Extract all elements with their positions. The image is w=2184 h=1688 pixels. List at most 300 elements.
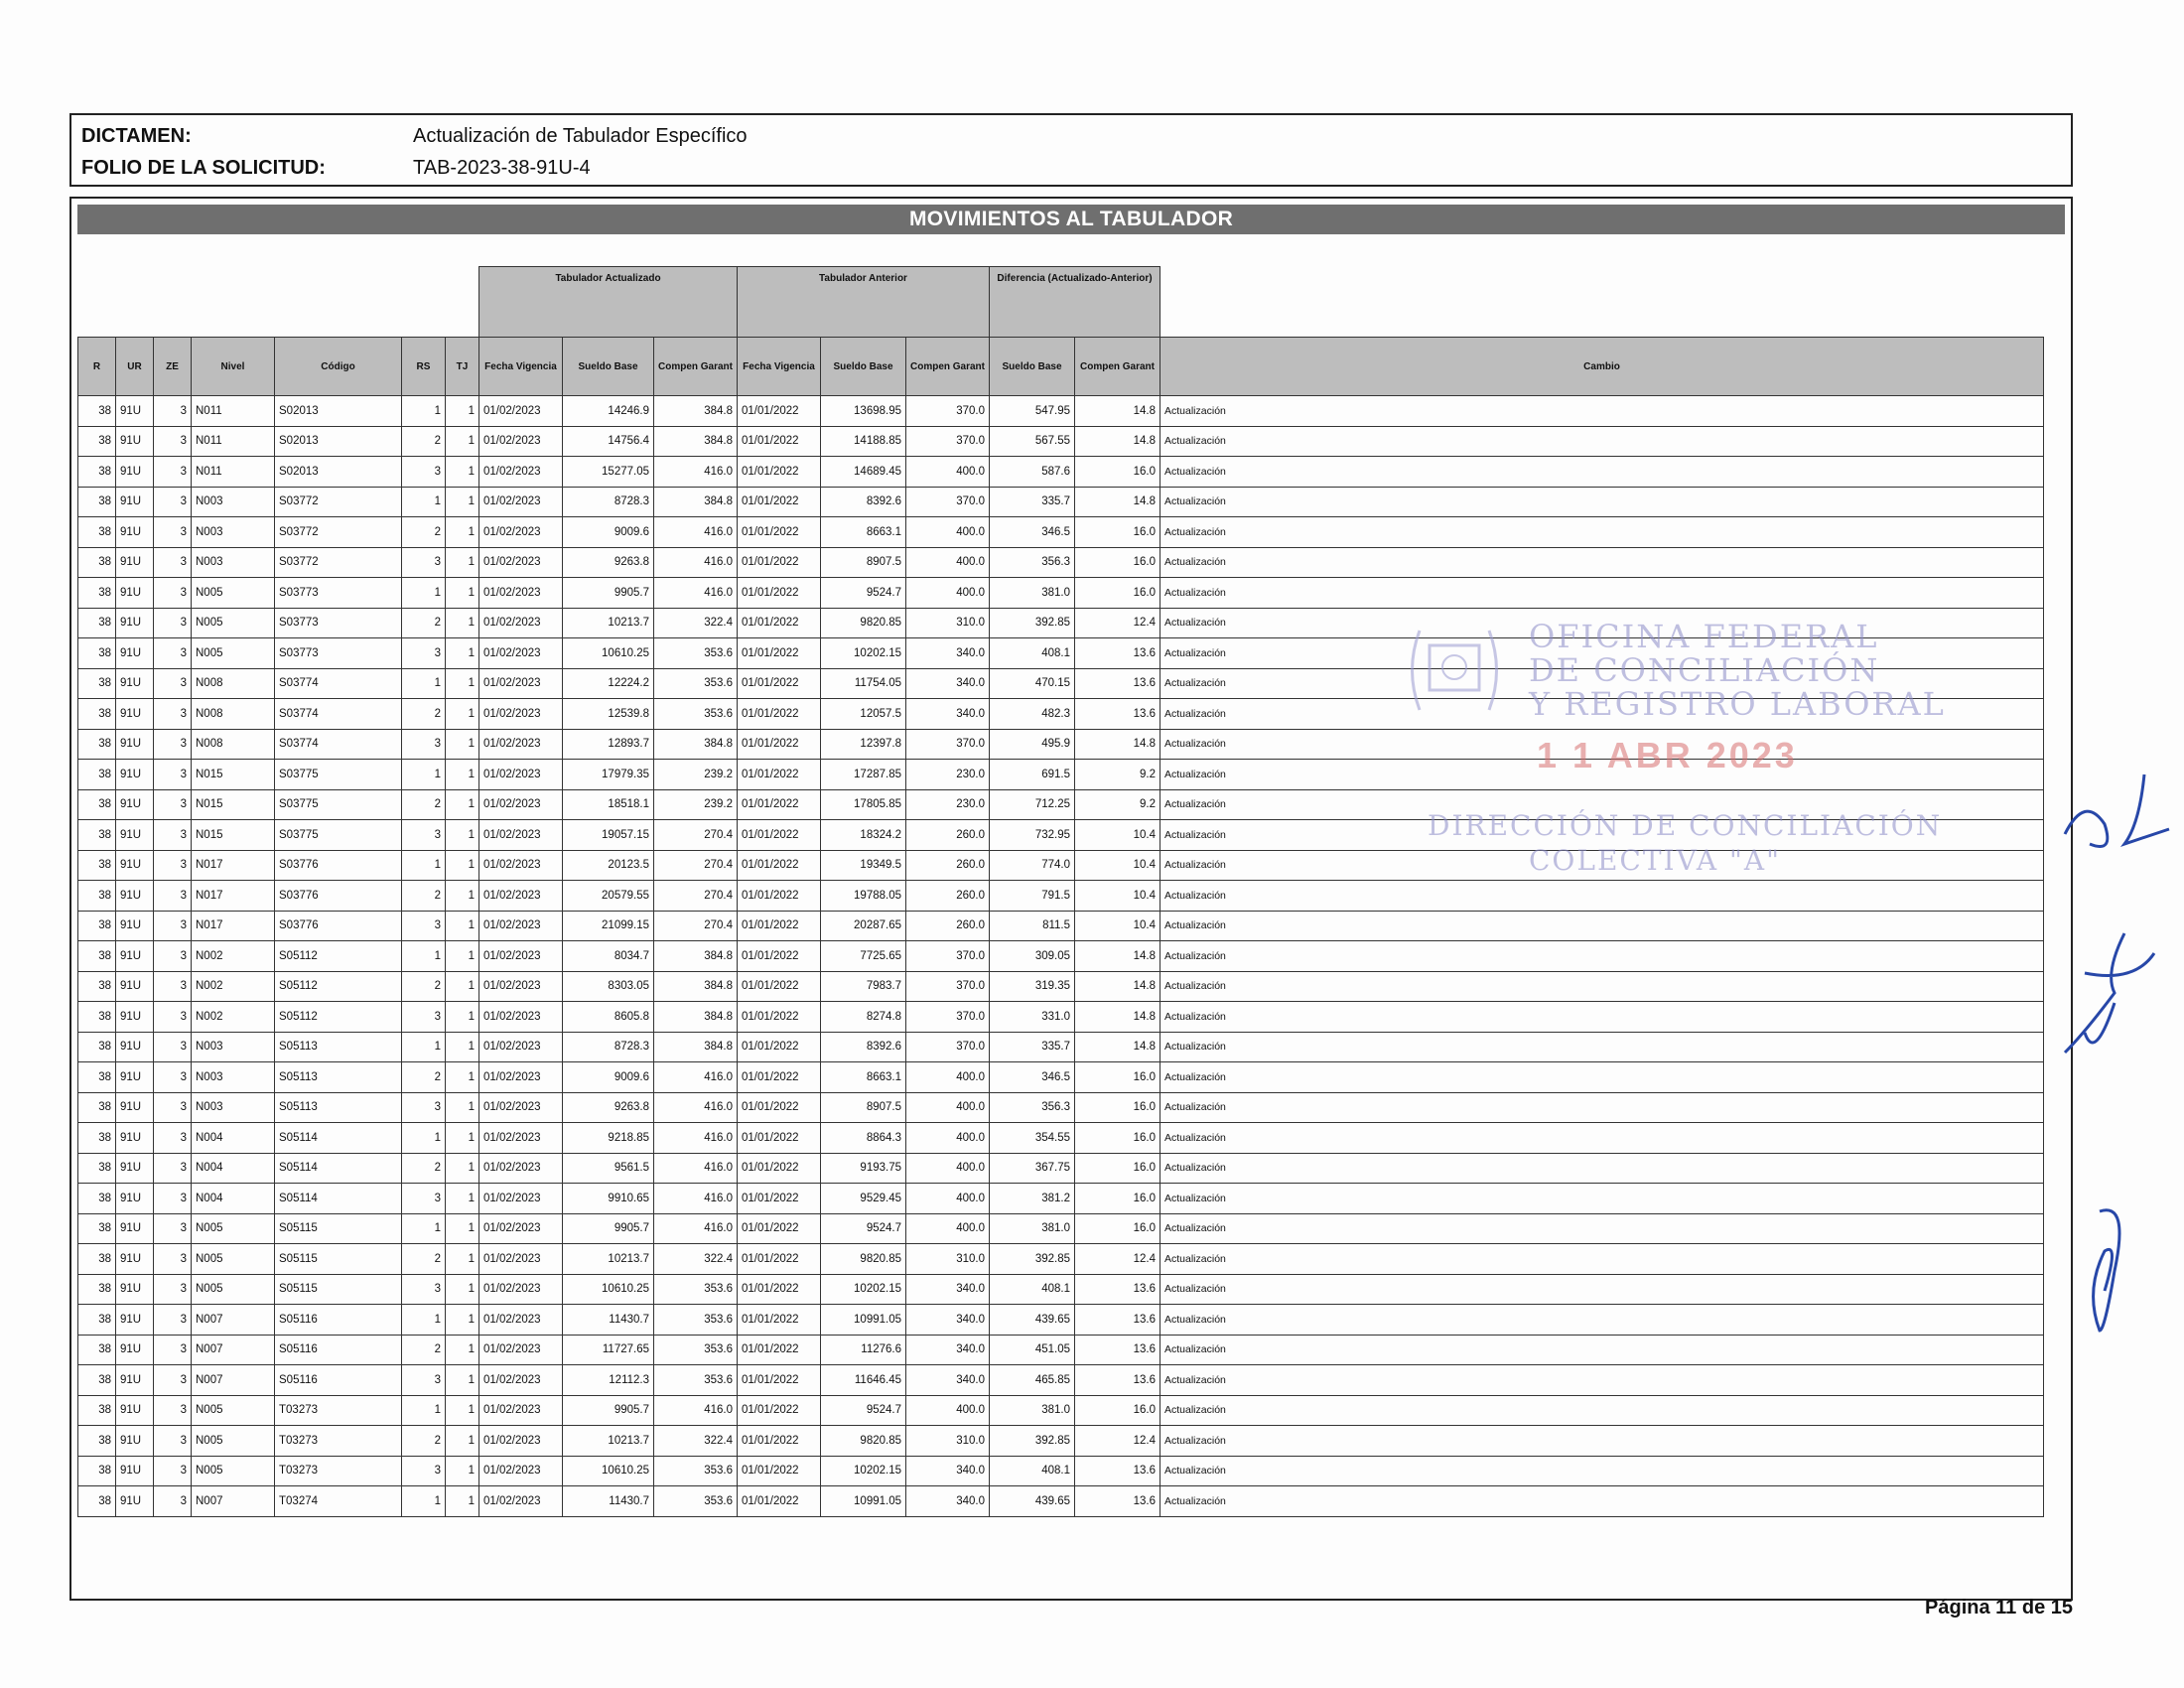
cell-col-ant-sueldo: 9529.45 [821,1184,906,1214]
cell-col-cambio: Actualización [1160,638,2044,669]
cell-col-cambio: Actualización [1160,1153,2044,1184]
cell-col-act-compen: 353.6 [654,638,738,669]
cell-col-ant-compen: 340.0 [906,1365,990,1396]
cell-col-dif-compen: 16.0 [1075,578,1160,609]
cell-col-dif-sueldo: 381.0 [990,1395,1075,1426]
cell-col-nivel: N015 [192,820,275,851]
cell-col-ant-fecha: 01/01/2022 [738,578,821,609]
cell-col-dif-compen: 14.8 [1075,729,1160,760]
cell-col-cambio: Actualización [1160,457,2044,488]
cell-col-tj: 1 [446,1244,479,1275]
cell-col-cambio: Actualización [1160,1426,2044,1457]
cell-col-tj: 1 [446,426,479,457]
cell-col-ze: 3 [154,1456,192,1486]
cell-col-r: 38 [78,426,116,457]
cell-col-codigo: S02013 [275,396,402,427]
cell-col-codigo: S05115 [275,1244,402,1275]
cell-col-act-compen: 353.6 [654,1274,738,1305]
cell-col-rs: 2 [402,426,446,457]
cell-col-act-sueldo: 8728.3 [563,487,654,517]
cell-col-dif-sueldo: 691.5 [990,760,1075,790]
cell-col-nivel: N005 [192,1274,275,1305]
table-row [78,1123,2044,1154]
cell-col-act-sueldo: 18518.1 [563,789,654,820]
cell-col-tj: 1 [446,1335,479,1365]
cell-col-ze: 3 [154,1062,192,1093]
tabulador-table [77,266,2044,1517]
cell-col-cambio: Actualización [1160,850,2044,881]
cell-col-act-fecha: 01/02/2023 [479,1426,563,1457]
cell-col-r: 38 [78,1213,116,1244]
cell-col-ant-fecha: 01/01/2022 [738,941,821,972]
cell-col-act-compen: 353.6 [654,1365,738,1396]
cell-col-nivel: N008 [192,668,275,699]
cell-col-rs: 2 [402,517,446,548]
cell-col-act-compen: 353.6 [654,699,738,730]
cell-col-act-compen: 416.0 [654,457,738,488]
cell-col-nivel: N007 [192,1305,275,1336]
cell-col-dif-compen: 13.6 [1075,1305,1160,1336]
cell-col-ant-compen: 400.0 [906,1213,990,1244]
cell-col-ant-fecha: 01/01/2022 [738,1456,821,1486]
cell-col-rs: 1 [402,760,446,790]
cell-col-rs: 1 [402,1395,446,1426]
cell-col-ur: 91U [116,547,154,578]
cell-col-dif-compen: 16.0 [1075,1184,1160,1214]
cell-col-ant-sueldo: 10991.05 [821,1305,906,1336]
cell-col-r: 38 [78,941,116,972]
cell-col-nivel: N005 [192,1395,275,1426]
cell-col-ant-fecha: 01/01/2022 [738,1274,821,1305]
cell-col-act-fecha: 01/02/2023 [479,1032,563,1062]
cell-col-ant-sueldo: 9193.75 [821,1153,906,1184]
table-row [78,426,2044,457]
cell-col-act-compen: 384.8 [654,971,738,1002]
cell-col-ant-compen: 260.0 [906,850,990,881]
cell-col-r: 38 [78,820,116,851]
table-row [78,547,2044,578]
cell-col-act-fecha: 01/02/2023 [479,699,563,730]
cell-col-dif-compen: 16.0 [1075,547,1160,578]
column-header-col-act-fecha: Fecha Vigencia [479,338,563,396]
cell-col-ant-fecha: 01/01/2022 [738,1153,821,1184]
cell-col-dif-sueldo: 451.05 [990,1335,1075,1365]
cell-col-act-fecha: 01/02/2023 [479,1184,563,1214]
cell-col-act-compen: 353.6 [654,1456,738,1486]
cell-col-tj: 1 [446,487,479,517]
cell-col-ant-sueldo: 11276.6 [821,1335,906,1365]
cell-col-dif-sueldo: 346.5 [990,517,1075,548]
table-row [78,1335,2044,1365]
cell-col-act-sueldo: 8605.8 [563,1002,654,1033]
table-row [78,396,2044,427]
cell-col-tj: 1 [446,1092,479,1123]
cell-col-dif-compen: 16.0 [1075,1092,1160,1123]
cell-col-r: 38 [78,971,116,1002]
cell-col-ant-fecha: 01/01/2022 [738,668,821,699]
stamp-line-2: DE CONCILIACIÓN [1529,651,1880,689]
cell-col-ant-fecha: 01/01/2022 [738,911,821,941]
cell-col-nivel: N005 [192,1244,275,1275]
cell-col-rs: 1 [402,941,446,972]
cell-col-ant-compen: 400.0 [906,517,990,548]
cell-col-ant-sueldo: 19349.5 [821,850,906,881]
cell-col-ur: 91U [116,457,154,488]
cell-col-codigo: S05115 [275,1213,402,1244]
cell-col-r: 38 [78,1274,116,1305]
cell-col-dif-compen: 13.6 [1075,1486,1160,1517]
cell-col-ant-compen: 370.0 [906,971,990,1002]
cell-col-dif-compen: 14.8 [1075,487,1160,517]
cell-col-ze: 3 [154,1335,192,1365]
cell-col-cambio: Actualización [1160,729,2044,760]
cell-col-nivel: N011 [192,426,275,457]
cell-col-tj: 1 [446,1213,479,1244]
cell-col-codigo: S05113 [275,1092,402,1123]
cell-col-act-sueldo: 10610.25 [563,638,654,669]
cell-col-nivel: N005 [192,608,275,638]
cell-col-act-fecha: 01/02/2023 [479,517,563,548]
cell-col-rs: 1 [402,396,446,427]
cell-col-dif-compen: 16.0 [1075,457,1160,488]
cell-col-ze: 3 [154,1002,192,1033]
cell-col-ur: 91U [116,1153,154,1184]
cell-col-tj: 1 [446,850,479,881]
cell-col-act-sueldo: 19057.15 [563,820,654,851]
column-header-col-codigo: Código [275,338,402,396]
cell-col-act-compen: 270.4 [654,911,738,941]
cell-col-codigo: S03772 [275,547,402,578]
dictamen-header [69,113,2073,187]
cell-col-tj: 1 [446,638,479,669]
cell-col-dif-compen: 16.0 [1075,1213,1160,1244]
column-header-col-ur: UR [116,338,154,396]
cell-col-ur: 91U [116,426,154,457]
cell-col-ant-sueldo: 7983.7 [821,971,906,1002]
cell-col-ze: 3 [154,547,192,578]
cell-col-ant-fecha: 01/01/2022 [738,487,821,517]
cell-col-ze: 3 [154,457,192,488]
cell-col-ze: 3 [154,1365,192,1396]
column-header-col-act-sueldo: Sueldo Base [563,338,654,396]
cell-col-rs: 3 [402,1456,446,1486]
cell-col-cambio: Actualización [1160,578,2044,609]
cell-col-act-sueldo: 12893.7 [563,729,654,760]
cell-col-ant-sueldo: 12057.5 [821,699,906,730]
cell-col-dif-compen: 10.4 [1075,820,1160,851]
cell-col-act-sueldo: 14246.9 [563,396,654,427]
cell-col-cambio: Actualización [1160,941,2044,972]
cell-col-codigo: S05116 [275,1335,402,1365]
cell-col-ant-compen: 230.0 [906,760,990,790]
cell-col-tj: 1 [446,699,479,730]
cell-col-rs: 1 [402,668,446,699]
cell-col-rs: 3 [402,457,446,488]
cell-col-r: 38 [78,1153,116,1184]
cell-col-act-compen: 416.0 [654,1123,738,1154]
cell-col-tj: 1 [446,1426,479,1457]
cell-col-dif-sueldo: 408.1 [990,638,1075,669]
cell-col-tj: 1 [446,547,479,578]
table-row [78,1092,2044,1123]
cell-col-ant-fecha: 01/01/2022 [738,1032,821,1062]
cell-col-cambio: Actualización [1160,547,2044,578]
cell-col-ant-sueldo: 10202.15 [821,1274,906,1305]
cell-col-r: 38 [78,911,116,941]
table-row [78,1486,2044,1517]
cell-col-act-fecha: 01/02/2023 [479,396,563,427]
cell-col-tj: 1 [446,941,479,972]
cell-col-ze: 3 [154,1123,192,1154]
cell-col-rs: 1 [402,1486,446,1517]
table-row [78,1305,2044,1336]
cell-col-dif-compen: 13.6 [1075,1456,1160,1486]
cell-col-ant-sueldo: 9820.85 [821,1426,906,1457]
cell-col-rs: 1 [402,1305,446,1336]
cell-col-act-fecha: 01/02/2023 [479,1395,563,1426]
cell-col-act-compen: 239.2 [654,789,738,820]
cell-col-act-sueldo: 20579.55 [563,881,654,912]
cell-col-ant-sueldo: 14689.45 [821,457,906,488]
table-row [78,1426,2044,1457]
cell-col-act-sueldo: 9905.7 [563,1395,654,1426]
cell-col-ur: 91U [116,638,154,669]
cell-col-ze: 3 [154,789,192,820]
cell-col-codigo: S03773 [275,608,402,638]
cell-col-r: 38 [78,789,116,820]
cell-col-nivel: N005 [192,1213,275,1244]
cell-col-cambio: Actualización [1160,881,2044,912]
cell-col-ze: 3 [154,760,192,790]
cell-col-ze: 3 [154,881,192,912]
cell-col-ant-compen: 400.0 [906,1184,990,1214]
cell-col-act-sueldo: 8034.7 [563,941,654,972]
cell-col-cambio: Actualización [1160,426,2044,457]
cell-col-cambio: Actualización [1160,1002,2044,1033]
cell-col-ant-sueldo: 9820.85 [821,608,906,638]
cell-col-tj: 1 [446,1305,479,1336]
cell-col-r: 38 [78,1426,116,1457]
table-row [78,1062,2044,1093]
cell-col-act-sueldo: 9009.6 [563,517,654,548]
cell-col-ant-sueldo: 19788.05 [821,881,906,912]
cell-col-ant-fecha: 01/01/2022 [738,1365,821,1396]
cell-col-r: 38 [78,729,116,760]
cell-col-ant-sueldo: 8392.6 [821,1032,906,1062]
cell-col-ur: 91U [116,1486,154,1517]
cell-col-ur: 91U [116,1305,154,1336]
cell-col-act-fecha: 01/02/2023 [479,1002,563,1033]
cell-col-cambio: Actualización [1160,789,2044,820]
cell-col-ur: 91U [116,911,154,941]
cell-col-rs: 1 [402,578,446,609]
cell-col-rs: 2 [402,881,446,912]
cell-col-dif-sueldo: 408.1 [990,1456,1075,1486]
cell-col-ze: 3 [154,578,192,609]
cell-col-r: 38 [78,396,116,427]
cell-col-act-fecha: 01/02/2023 [479,941,563,972]
cell-col-ur: 91U [116,1335,154,1365]
cell-col-act-fecha: 01/02/2023 [479,547,563,578]
cell-col-ant-compen: 260.0 [906,820,990,851]
cell-col-dif-compen: 13.6 [1075,638,1160,669]
cell-col-codigo: T03273 [275,1395,402,1426]
cell-col-act-compen: 322.4 [654,1244,738,1275]
cell-col-dif-compen: 12.4 [1075,608,1160,638]
cell-col-rs: 3 [402,729,446,760]
cell-col-act-fecha: 01/02/2023 [479,911,563,941]
table-row [78,1032,2044,1062]
cell-col-dif-sueldo: 470.15 [990,668,1075,699]
cell-col-act-fecha: 01/02/2023 [479,1092,563,1123]
cell-col-ant-compen: 340.0 [906,638,990,669]
cell-col-nivel: N015 [192,789,275,820]
cell-col-ant-fecha: 01/01/2022 [738,1002,821,1033]
cell-col-ant-compen: 340.0 [906,1274,990,1305]
cell-col-ur: 91U [116,971,154,1002]
cell-col-dif-compen: 12.4 [1075,1244,1160,1275]
cell-col-act-sueldo: 10213.7 [563,1426,654,1457]
cell-col-ant-compen: 370.0 [906,941,990,972]
cell-col-nivel: N017 [192,881,275,912]
cell-col-cambio: Actualización [1160,820,2044,851]
cell-col-cambio: Actualización [1160,1184,2044,1214]
cell-col-r: 38 [78,547,116,578]
cell-col-cambio: Actualización [1160,1274,2044,1305]
cell-col-nivel: N007 [192,1486,275,1517]
cell-col-ur: 91U [116,729,154,760]
cell-col-codigo: S05116 [275,1305,402,1336]
cell-col-ant-fecha: 01/01/2022 [738,1092,821,1123]
cell-col-nivel: N011 [192,457,275,488]
cell-col-cambio: Actualización [1160,1456,2044,1486]
cell-col-ant-compen: 400.0 [906,1092,990,1123]
cell-col-ant-compen: 400.0 [906,1123,990,1154]
cell-col-act-compen: 416.0 [654,547,738,578]
cell-col-nivel: N004 [192,1153,275,1184]
cell-col-ze: 3 [154,608,192,638]
column-header-col-dif-compen: Compen Garant [1075,338,1160,396]
cell-col-act-fecha: 01/02/2023 [479,1335,563,1365]
stamp-date: 1 1 ABR 2023 [1537,735,1798,775]
cell-col-ant-sueldo: 14188.85 [821,426,906,457]
column-header-row [78,338,2044,396]
column-header-col-tj: TJ [446,338,479,396]
cell-col-dif-sueldo: 356.3 [990,547,1075,578]
cell-col-r: 38 [78,487,116,517]
cell-col-dif-compen: 14.8 [1075,1032,1160,1062]
cell-col-codigo: S03776 [275,850,402,881]
cell-col-act-sueldo: 10213.7 [563,608,654,638]
cell-col-codigo: S05114 [275,1153,402,1184]
cell-col-ze: 3 [154,699,192,730]
cell-col-act-fecha: 01/02/2023 [479,881,563,912]
cell-col-dif-sueldo: 381.0 [990,578,1075,609]
cell-col-ant-fecha: 01/01/2022 [738,789,821,820]
cell-col-act-compen: 353.6 [654,1486,738,1517]
cell-col-ant-fecha: 01/01/2022 [738,850,821,881]
cell-col-ur: 91U [116,941,154,972]
cell-col-dif-sueldo: 547.95 [990,396,1075,427]
cell-col-ant-sueldo: 9524.7 [821,1395,906,1426]
cell-col-cambio: Actualización [1160,1244,2044,1275]
cell-col-nivel: N008 [192,699,275,730]
cell-col-r: 38 [78,1002,116,1033]
cell-col-act-fecha: 01/02/2023 [479,1062,563,1093]
cell-col-ur: 91U [116,517,154,548]
cell-col-rs: 1 [402,1032,446,1062]
cell-col-act-compen: 384.8 [654,396,738,427]
cell-col-act-fecha: 01/02/2023 [479,1365,563,1396]
cell-col-act-compen: 384.8 [654,426,738,457]
cell-col-act-fecha: 01/02/2023 [479,668,563,699]
cell-col-ant-sueldo: 10991.05 [821,1486,906,1517]
cell-col-nivel: N003 [192,1092,275,1123]
cell-col-ant-sueldo: 9524.7 [821,1213,906,1244]
cell-col-ze: 3 [154,820,192,851]
cell-col-cambio: Actualización [1160,699,2044,730]
cell-col-dif-sueldo: 587.6 [990,457,1075,488]
cell-col-ant-compen: 310.0 [906,1426,990,1457]
cell-col-cambio: Actualización [1160,1123,2044,1154]
cell-col-tj: 1 [446,608,479,638]
cell-col-cambio: Actualización [1160,1062,2044,1093]
cell-col-r: 38 [78,760,116,790]
cell-col-dif-compen: 14.8 [1075,971,1160,1002]
cell-col-ant-fecha: 01/01/2022 [738,971,821,1002]
cell-col-dif-compen: 16.0 [1075,517,1160,548]
cell-col-act-fecha: 01/02/2023 [479,971,563,1002]
cell-col-cambio: Actualización [1160,1305,2044,1336]
cell-col-ant-compen: 340.0 [906,668,990,699]
cell-col-dif-compen: 13.6 [1075,1335,1160,1365]
cell-col-ant-compen: 400.0 [906,1062,990,1093]
cell-col-cambio: Actualización [1160,1395,2044,1426]
cell-col-rs: 2 [402,789,446,820]
cell-col-ant-compen: 400.0 [906,578,990,609]
table-row [78,1213,2044,1244]
cell-col-codigo: S05115 [275,1274,402,1305]
cell-col-rs: 2 [402,1244,446,1275]
cell-col-act-sueldo: 9910.65 [563,1184,654,1214]
cell-col-dif-sueldo: 392.85 [990,608,1075,638]
page-number: Página 11 de 15 [1925,1597,2073,1618]
cell-col-dif-compen: 9.2 [1075,789,1160,820]
cell-col-act-fecha: 01/02/2023 [479,850,563,881]
cell-col-dif-sueldo: 309.05 [990,941,1075,972]
cell-col-ur: 91U [116,1456,154,1486]
cell-col-ze: 3 [154,1486,192,1517]
cell-col-tj: 1 [446,517,479,548]
cell-col-r: 38 [78,517,116,548]
cell-col-dif-compen: 13.6 [1075,668,1160,699]
cell-col-rs: 2 [402,971,446,1002]
cell-col-ant-compen: 340.0 [906,1305,990,1336]
cell-col-tj: 1 [446,971,479,1002]
cell-col-codigo: S05112 [275,1002,402,1033]
column-header-col-ant-sueldo: Sueldo Base [821,338,906,396]
cell-col-ant-sueldo: 17287.85 [821,760,906,790]
table-row [78,1153,2044,1184]
cell-col-rs: 2 [402,608,446,638]
table-row [78,457,2044,488]
cell-col-act-fecha: 01/02/2023 [479,1153,563,1184]
cell-col-codigo: S03774 [275,668,402,699]
cell-col-ant-compen: 370.0 [906,1002,990,1033]
cell-col-act-compen: 270.4 [654,820,738,851]
cell-col-dif-sueldo: 811.5 [990,911,1075,941]
cell-col-codigo: S03776 [275,881,402,912]
